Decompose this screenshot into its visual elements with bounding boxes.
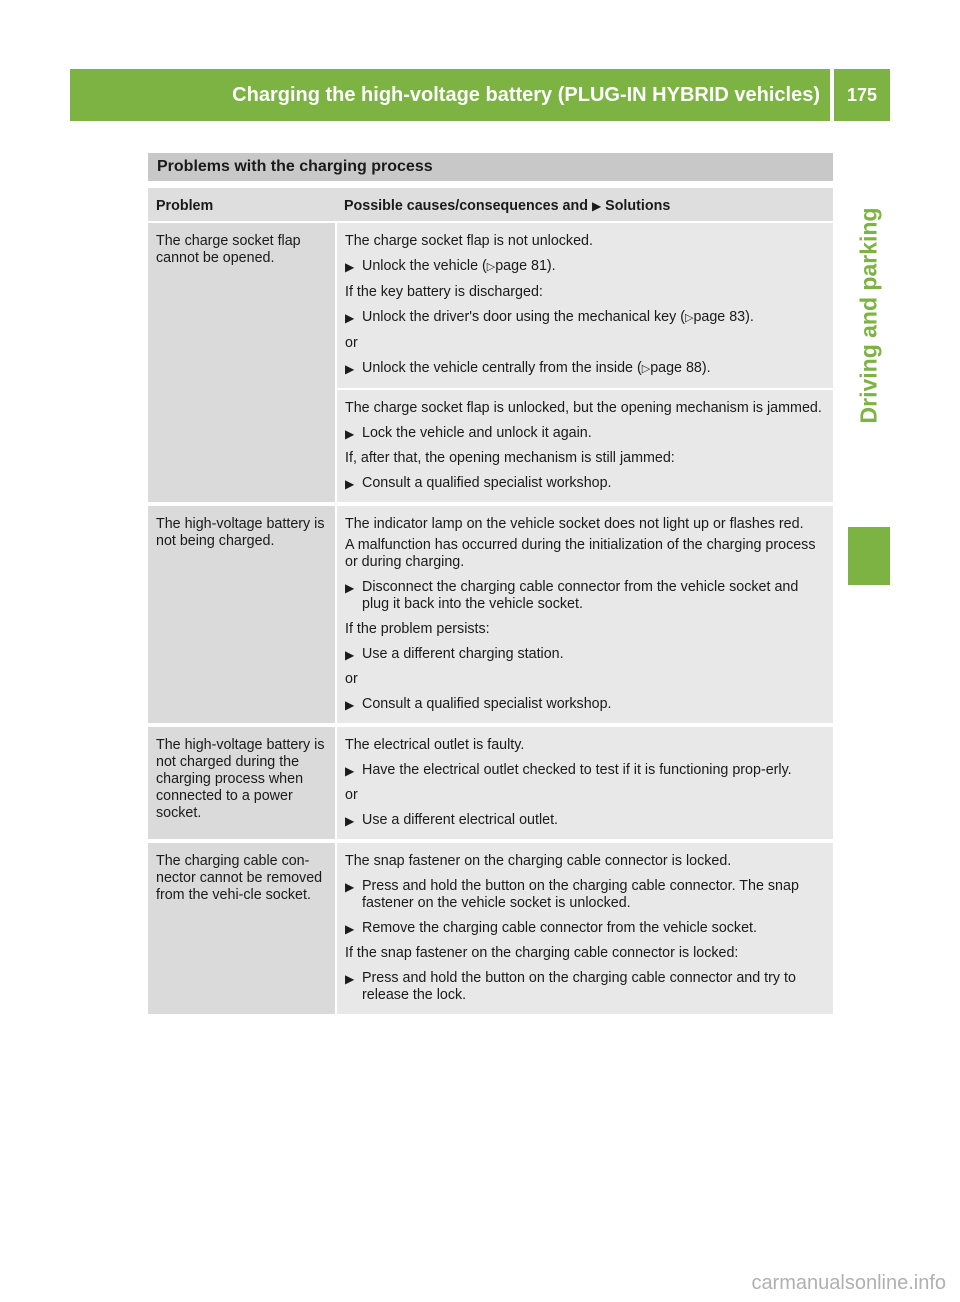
or-text: or [345, 787, 358, 803]
table-row [148, 841, 833, 1016]
step-item: ▶ Consult a qualified specialist workshop. [345, 696, 612, 712]
arrow-right-icon: ▶ [345, 362, 355, 376]
page-header-title: Charging the high-voltage battery (PLUG-IN HYBRID vehicles) [232, 83, 820, 106]
arrow-right-icon: ▶ [345, 427, 355, 441]
cause-text: The charge socket flap is not unlocked. [345, 233, 593, 249]
step-item: ▶ Press and hold the button on the charging cable connector and try to release the lock. [345, 970, 796, 1003]
step-item: ▶ Use a different charging station. [345, 646, 564, 662]
solution-cell [336, 725, 833, 841]
step-item: ▶ Consult a qualified specialist workshop. [345, 475, 612, 491]
arrow-right-icon: ▶ [345, 972, 355, 986]
solution-cell [336, 222, 833, 389]
problem-cell: The charge socket flap cannot be opened. [148, 222, 336, 504]
side-tab-marker [848, 527, 890, 585]
problem-cell: The high-voltage battery is not being charged. [148, 504, 336, 725]
arrow-right-icon: ▶ [345, 477, 355, 491]
cause-text: The indicator lamp on the vehicle socket does not light up or flashes red. [345, 516, 804, 532]
header-solutions-text: Possible causes/consequences and [344, 198, 588, 214]
arrow-right-icon: ▶ [345, 698, 355, 712]
step-item: ▶ Unlock the vehicle (▷page 81). [345, 258, 556, 274]
arrow-right-icon: ▶ [345, 311, 355, 325]
table-header-row [148, 188, 833, 222]
cause-text: If the key battery is discharged: [345, 284, 543, 300]
page-ref-icon: ▷ [684, 312, 694, 324]
cause-text: If the snap fastener on the charging cable connector is locked: [345, 945, 739, 961]
step-item: ▶ Disconnect the charging cable connector from the vehicle socket and plug it back into the vehicle socket. [345, 579, 799, 612]
arrow-right-icon: ▶ [345, 880, 355, 894]
solution-cell [336, 841, 833, 1016]
header-solutions [336, 188, 833, 222]
arrow-right-icon: ▶ [345, 581, 355, 595]
section-title: Problems with the charging process [148, 153, 833, 181]
problems-table [148, 188, 833, 1018]
cause-text: If the problem persists: [345, 621, 490, 637]
problem-cell: The charging cable con-nector cannot be removed from the vehi-cle socket. [148, 841, 336, 1016]
step-item: ▶ Lock the vehicle and unlock it again. [345, 425, 592, 441]
or-text: or [345, 671, 358, 687]
step-item: ▶ Unlock the vehicle centrally from the inside (▷page 88). [345, 360, 711, 376]
solution-cell [336, 389, 833, 504]
table-row [148, 222, 833, 389]
step-item: ▶ Have the electrical outlet checked to test if it is functioning prop-erly. [345, 762, 792, 778]
arrow-right-icon: ▶ [591, 199, 602, 213]
cause-text: A malfunction has occurred during the initialization of the charging process or during charging. [345, 537, 816, 570]
step-item: ▶ Use a different electrical outlet. [345, 812, 559, 828]
page-ref-icon: ▷ [641, 363, 651, 375]
arrow-right-icon: ▶ [345, 814, 355, 828]
watermark: carmanualsonline.info [751, 1272, 946, 1294]
arrow-right-icon: ▶ [345, 764, 355, 778]
header-problem: Problem [148, 188, 336, 222]
arrow-right-icon: ▶ [345, 260, 355, 274]
problem-cell: The high-voltage battery is not charged during the charging process when connected to a power socket. [148, 725, 336, 841]
page-reference[interactable]: page 83). [693, 309, 754, 325]
page-ref-icon: ▷ [486, 261, 496, 273]
step-item: ▶ Press and hold the button on the charging cable connector. The snap fastener on the vehicle socket is unlocked. [345, 878, 799, 911]
table-row [148, 504, 833, 725]
step-item: ▶ Remove the charging cable connector from the vehicle socket. [345, 920, 757, 936]
page-number: 175 [834, 69, 890, 121]
page-reference[interactable]: page 88). [650, 360, 711, 376]
solution-cell [336, 504, 833, 725]
arrow-right-icon: ▶ [345, 922, 355, 936]
cause-text: The electrical outlet is faulty. [345, 737, 525, 753]
side-tab [848, 130, 890, 500]
step-item: ▶ Unlock the driver's door using the mechanical key (▷page 83). [345, 309, 754, 325]
page-reference[interactable]: page 81). [495, 258, 556, 274]
header-solutions-label: Solutions [605, 198, 671, 214]
side-tab-label: Driving and parking [855, 207, 882, 423]
table-row [148, 725, 833, 841]
arrow-right-icon: ▶ [345, 648, 355, 662]
or-text: or [345, 335, 358, 351]
cause-text: The snap fastener on the charging cable connector is locked. [345, 853, 732, 869]
cause-text: If, after that, the opening mechanism is still jammed: [345, 450, 675, 466]
cause-text: The charge socket flap is unlocked, but the opening mechanism is jammed. [345, 400, 822, 416]
